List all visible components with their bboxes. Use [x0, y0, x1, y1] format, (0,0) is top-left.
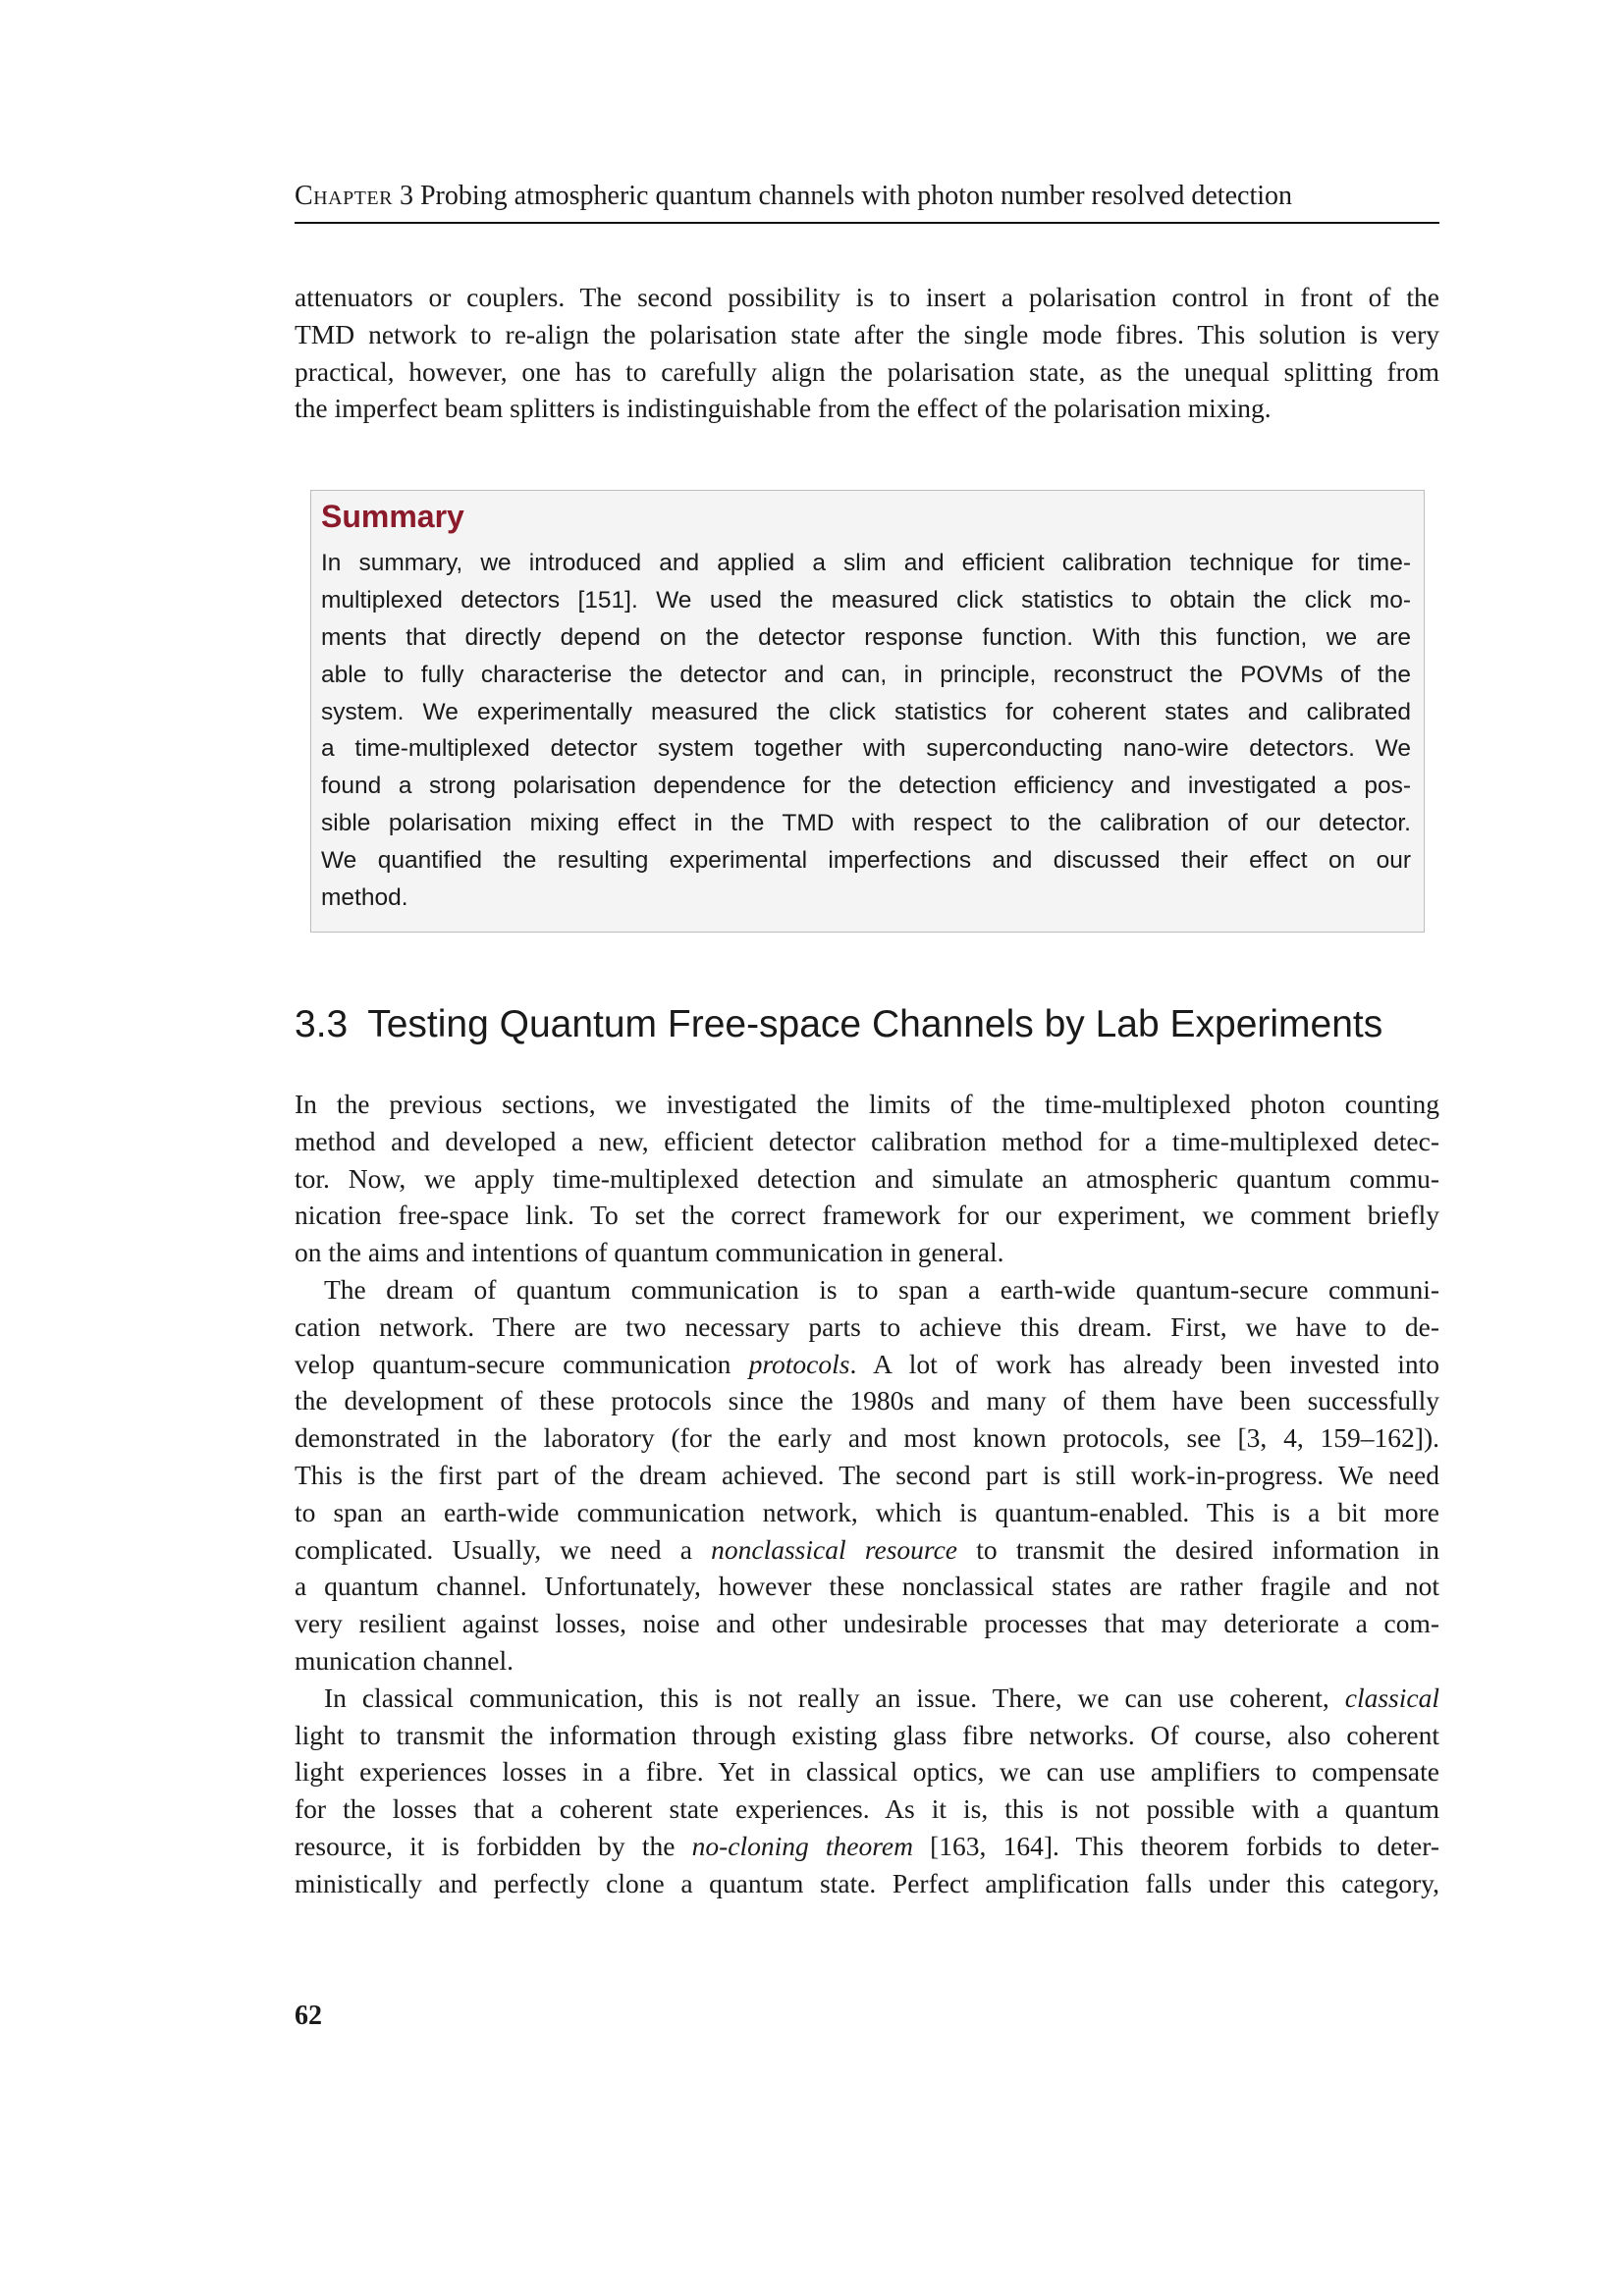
text-line — [295, 1531, 1439, 1569]
text-line: method. — [321, 884, 408, 912]
text-line: demonstrated in the laboratory (for the early and most known protocols, see [3, 4, 159–162]). — [295, 1422, 1439, 1454]
header-rule — [295, 222, 1439, 224]
text-line: very resilient against losses, noise and other undesirable processes that may deteriorate a com- — [295, 1608, 1439, 1639]
intro-paragraph — [295, 279, 1439, 427]
summary-title: Summary — [321, 499, 464, 534]
text-line: In the previous sections, we investigated the limits of the time-multiplexed photon counting — [295, 1089, 1439, 1119]
running-header — [295, 181, 1439, 212]
text-line: munication channel. — [295, 1644, 514, 1676]
text-line: nication free-space link. To set the correct framework for our experiment, we comment briefly — [295, 1200, 1439, 1231]
text-line: TMD network to re-align the polarisation state after the single mode fibres. This solution is very — [295, 318, 1439, 349]
text-run: resource, it is forbidden by the — [295, 1830, 692, 1861]
text-line: multiplexed detectors [151]. We used the measured click statistics to obtain the click mo- — [321, 586, 1411, 614]
text-line: We quantified the resulting experimental imperfections and discussed their effect on our — [321, 847, 1411, 875]
emphasis: no-cloning theorem — [691, 1830, 913, 1861]
section-body — [295, 1086, 1439, 1902]
text-line: a time-multiplexed detector system together with superconducting nano-wire detectors. We — [321, 735, 1411, 763]
text-run: . A lot of work has already been invested into — [849, 1348, 1439, 1379]
emphasis: protocols — [748, 1348, 850, 1379]
text-line: the development of these protocols since the 1980s and many of them have been successfully — [295, 1385, 1439, 1416]
text-line: attenuators or couplers. The second possibility is to insert a polarisation control in front of the — [295, 282, 1439, 312]
chapter-title: Probing atmospheric quantum channels with photon number resolved detection — [419, 181, 1292, 211]
text-line: This is the first part of the dream achieved. The second part is still work-in-progress. We need — [295, 1459, 1439, 1490]
text-line: a quantum channel. Unfortunately, however these nonclassical states are rather fragile and not — [295, 1571, 1439, 1602]
text-line: ministically and perfectly clone a quantum state. Perfect amplification falls under this category, — [295, 1867, 1439, 1898]
section-number: 3.3 — [295, 1003, 349, 1045]
text-line — [295, 1828, 1439, 1865]
emphasis: nonclassical resource — [711, 1533, 958, 1565]
text-run: In classical communication, this is not really an issue. There, we can use coherent, — [324, 1682, 1345, 1713]
section-title: Testing Quantum Free-space Channels by Lab Experiments — [367, 1003, 1383, 1045]
text-run: to transmit the desired information in — [957, 1533, 1440, 1565]
summary-body — [321, 545, 1411, 917]
text-line: In summary, we introduced and applied a slim and efficient calibration technique for time- — [321, 550, 1411, 576]
section-heading — [295, 1003, 1382, 1046]
text-line: for the losses that a coherent state experiences. As it is, this is not possible with a quantum — [295, 1793, 1439, 1825]
chapter-number: 3 — [399, 181, 413, 211]
text-line: light to transmit the information through existing glass fibre networks. Of course, also coherent — [295, 1719, 1439, 1750]
text-line: on the aims and intentions of quantum communication in general. — [295, 1237, 1004, 1268]
text-run: complicated. Usually, we need a — [295, 1533, 712, 1565]
summary-box — [310, 490, 1425, 933]
text-line: ments that directly depend on the detector response function. With this function, we are — [321, 623, 1411, 651]
text-line: The dream of quantum communication is to span a earth-wide quantum-secure communi- — [324, 1273, 1439, 1305]
emphasis: classical — [1344, 1682, 1439, 1713]
text-line: practical, however, one has to carefully align the polarisation state, as the unequal splitting from — [295, 355, 1439, 387]
text-line: tor. Now, we apply time-multiplexed detection and simulate an atmospheric quantum commu- — [295, 1162, 1439, 1194]
text-run: velop quantum-secure communication — [295, 1348, 749, 1379]
text-line: sible polarisation mixing effect in the TMD with respect to the calibration of our detector. — [321, 810, 1411, 837]
text-line: able to fully characterise the detector and can, in principle, reconstruct the POVMs of the — [321, 661, 1411, 688]
page-number: 62 — [295, 2001, 322, 2031]
text-line: found a strong polarisation dependence for the detection efficiency and investigated a pos- — [321, 773, 1411, 800]
text-line: to span an earth-wide communication network, which is quantum-enabled. This is a bit more — [295, 1496, 1439, 1527]
text-line: cation network. There are two necessary parts to achieve this dream. First, we have to de- — [295, 1310, 1439, 1342]
text-line: light experiences losses in a fibre. Yet in classical optics, we can use amplifiers to compensate — [295, 1756, 1439, 1788]
text-line: method and developed a new, efficient detector calibration method for a time-multiplexed detec- — [295, 1125, 1439, 1156]
text-line — [295, 1346, 1439, 1383]
chapter-label: Chapter — [295, 181, 393, 211]
text-line: the imperfect beam splitters is indistinguishable from the effect of the polarisation mixing. — [295, 393, 1272, 424]
text-line: system. We experimentally measured the click statistics for coherent states and calibrated — [321, 698, 1411, 725]
text-run: [163, 164]. This theorem forbids to deter- — [912, 1830, 1439, 1861]
text-line — [295, 1680, 1439, 1717]
